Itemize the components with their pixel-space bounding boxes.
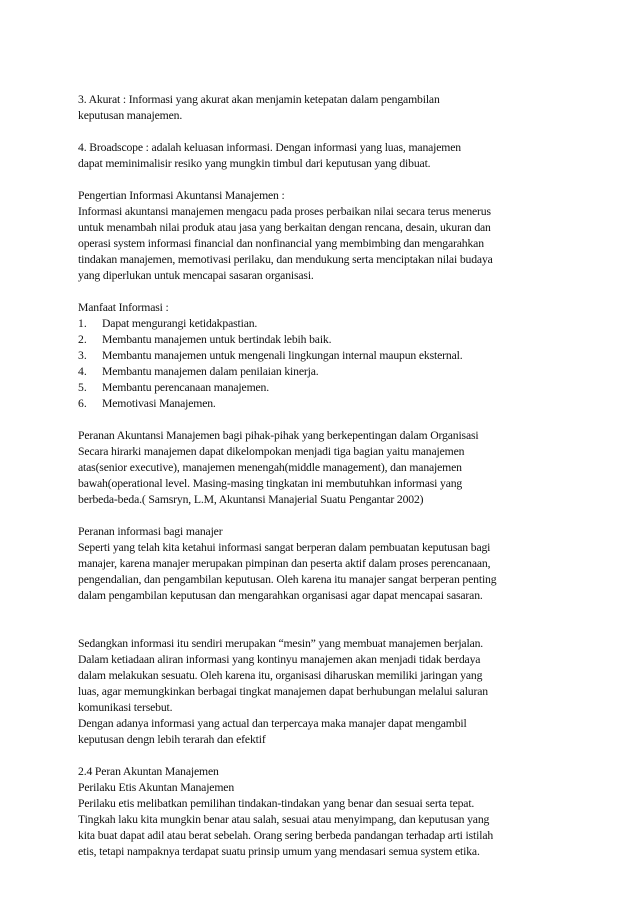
section-heading: Peranan informasi bagi manajer [78, 525, 223, 538]
list-item [78, 396, 556, 412]
text-line: atas(senior executive), manajemen menengah(middle management), dan manajemen [78, 461, 462, 474]
list-text: Membantu manajemen dalam penilaian kinerja. [102, 365, 319, 378]
document-page [78, 92, 556, 876]
list-number: 4. [78, 365, 87, 378]
text-line: Secara hirarki manajemen dapat dikelompokan menjadi tiga bagian yaitu manajemen [78, 445, 465, 458]
text-line: komunikasi tersebut. [78, 701, 173, 714]
list-text: Membantu manajemen untuk mengenali lingkungan internal maupun eksternal. [102, 349, 463, 362]
text-line: manajer, karena manajer merupakan pimpinan dan peserta aktif dalam proses perencanaan, [78, 557, 491, 570]
list-number: 5. [78, 381, 87, 394]
paragraph-akurat [78, 92, 556, 124]
text-line: keputusan dengn lebih terarah dan efektif [78, 733, 266, 746]
text-line: berbeda-beda.( Samsryn, L.M, Akuntansi Manajerial Suatu Pengantar 2002) [78, 493, 424, 506]
list-item [78, 380, 556, 396]
list-item [78, 332, 556, 348]
text-line: dalam pengambilan keputusan dan mengarahkan organisasi agar dapat mencapai sasaran. [78, 589, 483, 602]
text-line: operasi system informasi financial dan nonfinancial yang membimbing dan mengarahkan [78, 237, 484, 250]
list-text: Membantu manajemen untuk bertindak lebih baik. [102, 333, 332, 346]
text-line: dapat meminimalisir resiko yang mungkin timbul dari keputusan yang dibuat. [78, 157, 431, 170]
text-line: bawah(operational level. Masing-masing tingkatan ini membutuhkan informasi yang [78, 477, 463, 490]
paragraph-broadscope [78, 140, 556, 172]
list-text: Memotivasi Manajemen. [102, 397, 216, 410]
paragraph-pengertian [78, 188, 556, 284]
list-number: 1. [78, 317, 87, 330]
text-line: keputusan manajemen. [78, 109, 183, 122]
text-line: pengendalian, dan pengambilan keputusan. Oleh karena itu manajer sangat berperan penting [78, 573, 497, 586]
text-line: kita buat dapat adil atau berat sebelah. Orang sering berbeda pandangan terhadap arti istilah [78, 829, 494, 842]
list-text: Membantu perencanaan manajemen. [102, 381, 270, 394]
text-line: Dengan adanya informasi yang actual dan terpercaya maka manajer dapat mengambil [78, 717, 467, 730]
list-number: 2. [78, 333, 87, 346]
paragraph-peranan-informasi [78, 524, 556, 604]
text-line: Dalam ketiadaan aliran informasi yang kontinyu manajemen akan menjadi tidak berdaya [78, 653, 481, 666]
text-line: Informasi akuntansi manajemen mengacu pada proses perbaikan nilai secara terus menerus [78, 205, 491, 218]
list-number: 3. [78, 349, 87, 362]
text-line: 4. Broadscope : adalah keluasan informasi. Dengan informasi yang luas, manajemen [78, 141, 461, 154]
text-line: yang diperlukan untuk mencapai sasaran organisasi. [78, 269, 314, 282]
text-line: 3. Akurat : Informasi yang akurat akan menjamin ketepatan dalam pengambilan [78, 93, 440, 106]
text-line: luas, agar memungkinkan berbagai tingkat manajemen dapat berhubungan melalui saluran [78, 685, 488, 698]
list-item [78, 316, 556, 332]
section-heading: Manfaat Informasi : [78, 301, 169, 314]
paragraph-peran-akuntan [78, 764, 556, 860]
section-heading: 2.4 Peran Akuntan Manajemen [78, 765, 219, 778]
paragraph-sedangkan [78, 636, 556, 748]
list-item [78, 348, 556, 364]
section-subheading: Perilaku Etis Akuntan Manajemen [78, 781, 235, 794]
text-line: untuk menambah nilai produk atau jasa yang berkaitan dengan rencana, desain, ukuran dan [78, 221, 491, 234]
text-line: Perilaku etis melibatkan pemilihan tindakan-tindakan yang benar dan sesuai serta tepat. [78, 797, 475, 810]
section-heading: Pengertian Informasi Akuntansi Manajemen : [78, 189, 285, 202]
paragraph-peranan-akuntansi [78, 428, 556, 508]
text-line: Sedangkan informasi itu sendiri merupakan “mesin” yang membuat manajemen berjalan. [78, 637, 484, 650]
list-item [78, 364, 556, 380]
text-line: etis, tetapi nampaknya terdapat suatu prinsip umum yang mendasari semua system etika. [78, 845, 480, 858]
benefits-list [78, 300, 556, 412]
text-line: tindakan manajemen, memotivasi perilaku, dan mendukung serta menciptakan nilai budaya [78, 253, 493, 266]
text-line: Seperti yang telah kita ketahui informasi sangat berperan dalam pembuatan keputusan bagi [78, 541, 491, 554]
text-line: Tingkah laku kita mungkin benar atau salah, sesuai atau menyimpang, dan keputusan yang [78, 813, 490, 826]
section-heading: Peranan Akuntansi Manajemen bagi pihak-pihak yang berkepentingan dalam Organisasi [78, 429, 479, 442]
list-text: Dapat mengurangi ketidakpastian. [102, 317, 258, 330]
text-line: dalam melakukan sesuatu. Oleh karena itu, organisasi diharuskan memiliki jaringan yang [78, 669, 483, 682]
list-number: 6. [78, 397, 87, 410]
